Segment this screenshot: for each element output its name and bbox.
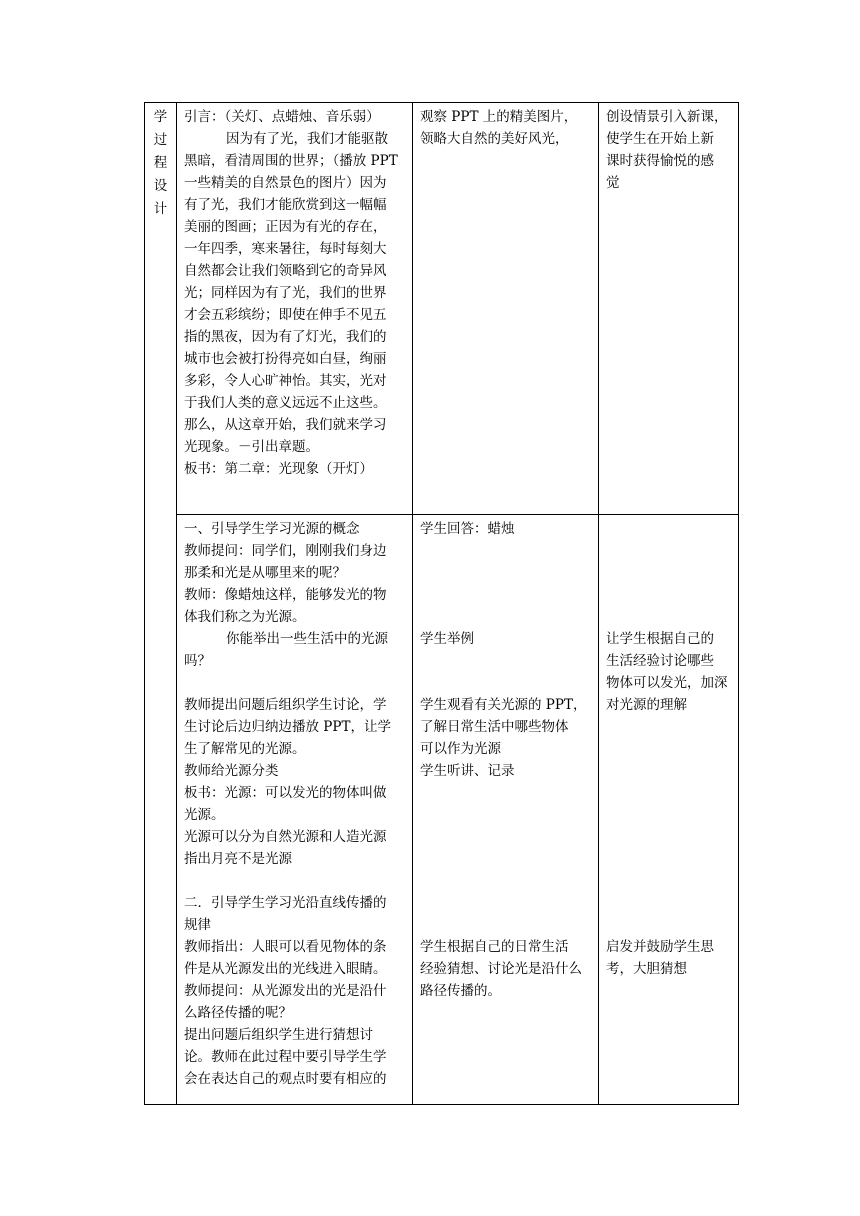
table-row	[145, 103, 739, 515]
teacher-activity-cell: 一、引导学生学习光源的概念 教师提问：同学们，刚刚我们身边 那柔和光是从哪里来的呢？ 教师：像蜡烛这样，能够发光的物 体我们称之为光源。 你能举出一些生活中的光源 吗？ 教师提出问题后组织学生讨论，学 生讨论后边归纳边播放 PPT，让学 生了解常见的光源。 教师给光源分类 板书：光源：可以发光的物体叫做 光源。 光源可以分为自然光源和人造光源 指出月亮不是光源 二．引导学生学习光沿直线传播的 规律 教师指出：人眼可以看见物体的条 件是从光源发出的光线进入眼睛。 教师提问：从光源发出的光是沿什 么路径传播的呢？ 提出问题后组织学生进行猜想讨 论。教师在此过程中要引导学生学 会在表达自己的观点时要有相应的	[177, 515, 413, 1105]
design-intent-cell: 让学生根据自己的 生活经验讨论哪些 物体可以发光，加深 对光源的理解 启发并鼓励学生思 考，大胆猜想	[599, 515, 739, 1105]
table-row	[145, 515, 739, 1105]
section-label-cell	[145, 103, 177, 1105]
section-label: 学 过 程 设 计	[153, 109, 168, 217]
student-activity-cell: 观察 PPT 上的精美图片， 领略大自然的美好风光，	[413, 103, 599, 515]
teacher-activity-cell: 引言：（关灯、点蜡烛、音乐弱） 因为有了光，我们才能驱散 黑暗，看清周围的世界；（播放 PPT 一些精美的自然景色的图片）因为 有了光，我们才能欣赏到这一幅幅 美丽的图画；正因为有光的存在， 一年四季，寒来暑往，每时每刻大 自然都会让我们领略到它的奇异风 光；同样因为有了光，我们的世界 才会五彩缤纷；即使在伸手不见五 指的黑夜，因为有了灯光，我们的 城市也会被打扮得亮如白昼，绚丽 多彩，令人心旷神怡。其实，光对 于我们人类的意义远远不止这些。 那么，从这章开始，我们就来学习 光现象。－引出章题。 板书：第二章：光现象（开灯）	[177, 103, 413, 515]
student-activity-cell: 学生回答：蜡烛 学生举例 学生观看有关光源的 PPT， 了解日常生活中哪些物体 可以作为光源 学生听讲、记录 学生根据自己的日常生活 经验猜想、讨论光是沿什么 路径传播的。	[413, 515, 599, 1105]
lesson-plan-table	[144, 102, 739, 1105]
design-intent-cell: 创设情景引入新课， 使学生在开始上新 课时获得愉悦的感 觉	[599, 103, 739, 515]
